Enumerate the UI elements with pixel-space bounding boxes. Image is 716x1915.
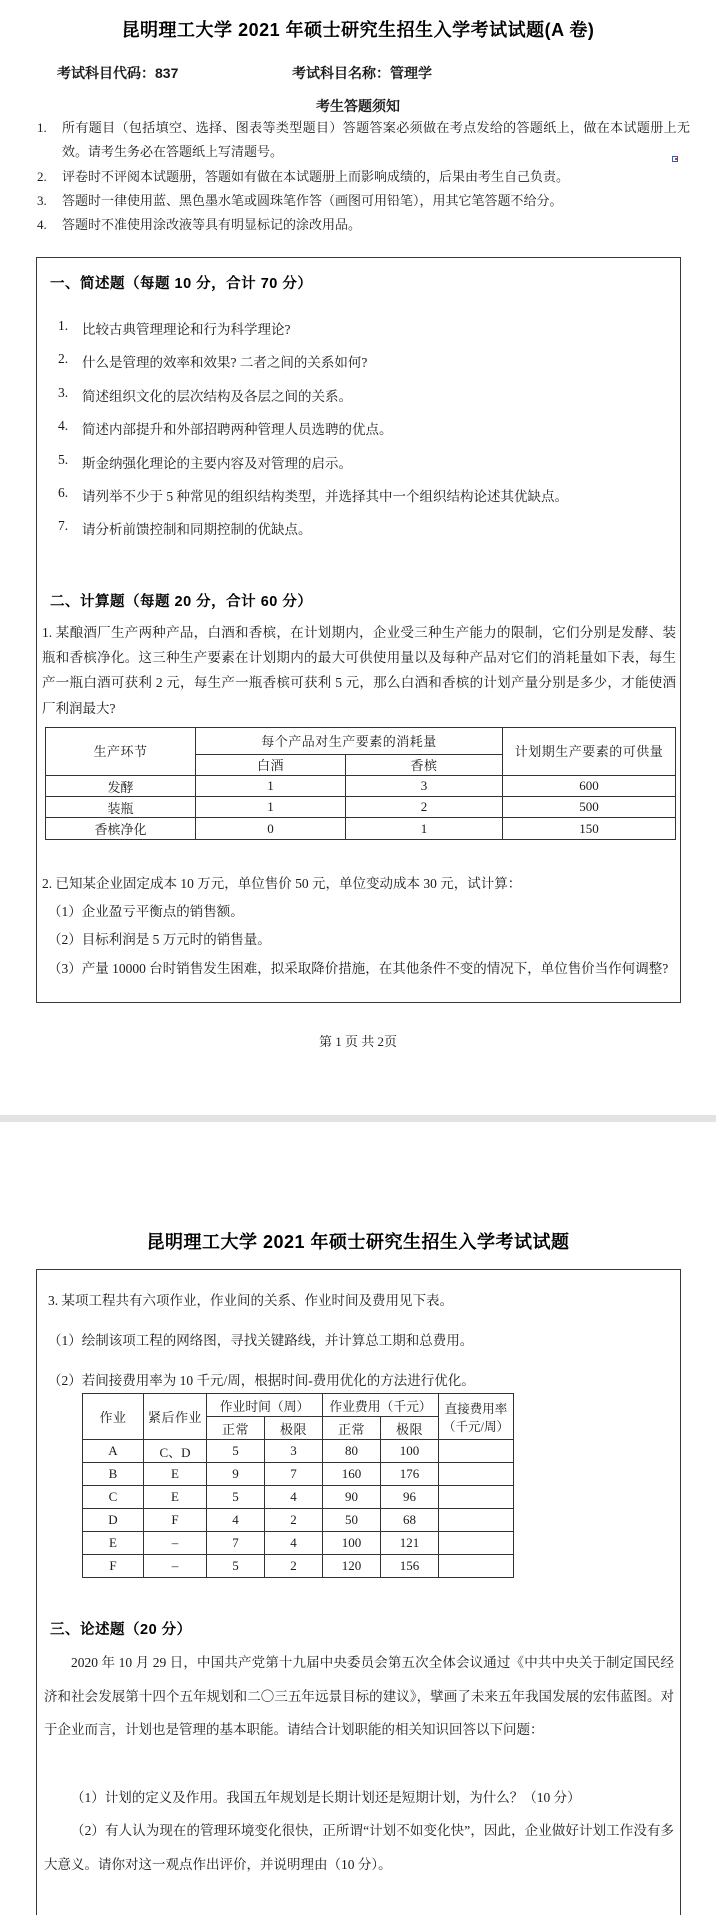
cell-time-limit: 2 xyxy=(265,1509,323,1532)
cell-successor: C、D xyxy=(144,1440,207,1463)
cell-time-normal: 5 xyxy=(207,1440,265,1463)
table2-successor-header: 紧后作业 xyxy=(144,1394,207,1440)
calc-question-2-part3: （3）产量 10000 台时销售发生困难，拟采取降价措施，在其他条件不变的情况下，单位售价当作何调整? xyxy=(48,961,669,976)
stray-artifact-mark xyxy=(672,156,678,162)
page1-exam-title: 昆明理工大学 2021 年硕士研究生招生入学考试试题(A 卷) xyxy=(121,20,595,40)
question-number: 4. xyxy=(58,418,69,433)
essay-question-part1: （1）计划的定义及作用。我国五年规划是长期计划还是短期计划，为什么？（10 分） xyxy=(71,1790,581,1805)
cell-cost-limit: 121 xyxy=(381,1532,439,1555)
essay-question-paragraph: 2020 年 10 月 29 日，中国共产党第十九届中央委员会第五次全体会议通过《中共中央关于制定国民经济和社会发展第十四个五年规划和二〇三五年远景目标的建议》，擘画了未来五年我国发展的宏伟蓝图。对于企业而言，计划也是管理的基本职能。请结合计划职能的相关知识回答以下问题： xyxy=(44,1655,674,1737)
production-consumption-table xyxy=(45,727,676,840)
table2-rate-header-line1: 直接费用率 xyxy=(444,1401,508,1416)
question-text: 斯金纳强化理论的主要内容及对管理的启示。 xyxy=(82,456,352,471)
cell-job: D xyxy=(83,1509,144,1532)
cell-champagne: 2 xyxy=(346,797,503,818)
notice-text: 评卷时不评阅本试题册，答题如有做在本试题册上而影响成绩的，后果由考生自己负责。 xyxy=(62,168,570,184)
cell-time-limit: 3 xyxy=(265,1440,323,1463)
page2-exam-title: 昆明理工大学 2021 年硕士研究生招生入学考试试题 xyxy=(146,1232,570,1252)
cell-cost-normal: 120 xyxy=(323,1555,381,1578)
question-item-6 xyxy=(58,485,668,505)
table1-row xyxy=(46,818,676,840)
section2-heading: 二、计算题（每题 20 分，合计 60 分） xyxy=(50,594,313,610)
cell-job: C xyxy=(83,1486,144,1509)
question-number: 6. xyxy=(58,485,69,500)
cell-time-limit: 4 xyxy=(265,1486,323,1509)
cell-successor: E xyxy=(144,1486,207,1509)
cell-time-normal: 5 xyxy=(207,1555,265,1578)
cell-job: B xyxy=(83,1463,144,1486)
notice-item xyxy=(37,189,690,213)
question-text: 请列举不少于 5 种常见的组织结构类型，并选择其中一个组织结构论述其优缺点。 xyxy=(82,489,568,504)
question-item-4 xyxy=(58,418,658,438)
cell-baijiu: 1 xyxy=(196,776,346,797)
notice-number: 3. xyxy=(37,192,47,208)
essay-question-part2: （2）有人认为现在的管理环境变化很快，正所谓“计划不如变化快”，因此，企业做好计划工作没有多大意义。请你对这一观点作出评价，并说明理由（10 分）。 xyxy=(44,1823,674,1872)
subject-name-label: 考试科目名称：管理学 xyxy=(292,65,432,81)
question-number: 1. xyxy=(58,318,69,333)
question-number: 2. xyxy=(58,351,69,366)
table2-rate-header xyxy=(439,1394,514,1440)
cell-time-normal: 5 xyxy=(207,1486,265,1509)
cell-successor: – xyxy=(144,1532,207,1555)
cell-cost-normal: 50 xyxy=(323,1509,381,1532)
question-item-1 xyxy=(58,318,658,338)
question-item-5 xyxy=(58,452,658,472)
cell-time-limit: 7 xyxy=(265,1463,323,1486)
calc-question-2-part2: （2）目标利润是 5 万元时的销售量。 xyxy=(48,932,271,947)
cell-supply: 150 xyxy=(503,818,676,840)
calc-question-3-part2: （2）若间接费用率为 10 千元/周，根据时间-费用优化的方法进行优化。 xyxy=(48,1373,475,1388)
cell-process: 发酵 xyxy=(46,776,196,797)
notice-item xyxy=(37,213,690,237)
calc-question-3-part1: （1）绘制该项工程的网络图，寻找关键路线，并计算总工期和总费用。 xyxy=(48,1333,474,1348)
cell-rate xyxy=(439,1509,514,1532)
cell-cost-limit: 156 xyxy=(381,1555,439,1578)
cell-cost-normal: 100 xyxy=(323,1532,381,1555)
table2-time-limit-header: 极限 xyxy=(265,1417,323,1440)
calc-question-2-part1: （1）企业盈亏平衡点的销售额。 xyxy=(48,904,244,919)
question-text: 请分析前馈控制和同期控制的优缺点。 xyxy=(82,522,312,537)
cell-cost-limit: 96 xyxy=(381,1486,439,1509)
cell-rate xyxy=(439,1440,514,1463)
calc-question-2-intro: 2. 已知某企业固定成本 10 万元，单位售价 50 元，单位变动成本 30 元，试计算： xyxy=(42,876,522,891)
table2-row xyxy=(83,1463,514,1486)
cell-time-normal: 4 xyxy=(207,1509,265,1532)
question-item-7 xyxy=(58,518,658,538)
cell-time-normal: 7 xyxy=(207,1532,265,1555)
question-text: 什么是管理的效率和效果? 二者之间的关系如何? xyxy=(82,355,368,370)
table2-time-group-header: 作业时间（周） xyxy=(207,1394,323,1417)
notice-text: 答题时一律使用蓝、黑色墨水笔或圆珠笔作答（画图可用铅笔），用其它笔答题不给分。 xyxy=(62,192,563,208)
cell-successor: E xyxy=(144,1463,207,1486)
page1-footer: 第 1 页 共 2页 xyxy=(318,1034,397,1049)
cell-supply: 600 xyxy=(503,776,676,797)
table1-col4-header: 计划期生产要素的可供量 xyxy=(503,728,676,776)
cell-rate xyxy=(439,1532,514,1555)
cell-rate xyxy=(439,1463,514,1486)
table2-row xyxy=(83,1440,514,1463)
question-number: 3. xyxy=(58,385,69,400)
table2-cost-limit-header: 极限 xyxy=(381,1417,439,1440)
page-separator-band xyxy=(0,1115,716,1122)
cell-rate xyxy=(439,1555,514,1578)
cell-process: 香槟净化 xyxy=(46,818,196,840)
cell-champagne: 3 xyxy=(346,776,503,797)
table2-cost-group-header: 作业费用（千元） xyxy=(323,1394,439,1417)
calc-question-1-text: 1. 某酿酒厂生产两种产品，白酒和香槟，在计划期内，企业受三种生产能力的限制，它们分别是发酵、装瓶和香槟净化。这三种生产要素在计划期内的最大可供使用量以及每种产品对它们的消耗量如下表，每生产一瓶白酒可获利 2 元，每生产一瓶香槟可获利 5 元，那么白酒和香槟的计划产量分别是多少，才能使酒厂利润最大? xyxy=(42,625,676,716)
question-item-2 xyxy=(58,351,658,371)
table2-row xyxy=(83,1555,514,1578)
cell-baijiu: 1 xyxy=(196,797,346,818)
table1-row xyxy=(46,797,676,818)
cell-supply: 500 xyxy=(503,797,676,818)
cell-cost-normal: 160 xyxy=(323,1463,381,1486)
question-text: 比较古典管理理论和行为科学理论? xyxy=(82,322,291,337)
table2-rate-header-line2: （千元/周） xyxy=(443,1419,509,1434)
cell-cost-limit: 68 xyxy=(381,1509,439,1532)
table2-row xyxy=(83,1532,514,1555)
question-number: 5. xyxy=(58,452,69,467)
page-2 xyxy=(0,1122,716,1909)
cell-cost-limit: 176 xyxy=(381,1463,439,1486)
table1-subheader-champagne: 香槟 xyxy=(346,755,503,776)
cell-time-limit: 2 xyxy=(265,1555,323,1578)
table2-time-normal-header: 正常 xyxy=(207,1417,265,1440)
notice-item xyxy=(37,165,690,189)
table2-job-header: 作业 xyxy=(83,1394,144,1440)
cell-successor: F xyxy=(144,1509,207,1532)
cell-time-limit: 4 xyxy=(265,1532,323,1555)
project-activity-table xyxy=(82,1393,514,1578)
notice-title: 考生答题须知 xyxy=(316,98,400,114)
section1-heading: 一、简述题（每题 10 分，合计 70 分） xyxy=(50,276,313,292)
cell-successor: – xyxy=(144,1555,207,1578)
notice-item xyxy=(37,116,690,165)
cell-job: A xyxy=(83,1440,144,1463)
notice-list xyxy=(37,116,690,237)
cell-job: E xyxy=(83,1532,144,1555)
table2-row xyxy=(83,1486,514,1509)
cell-rate xyxy=(439,1486,514,1509)
table1-group-header: 每个产品对生产要素的消耗量 xyxy=(196,728,503,755)
table2-row xyxy=(83,1509,514,1532)
notice-number: 2. xyxy=(37,168,47,184)
notice-number: 4. xyxy=(37,217,47,233)
table1-row xyxy=(46,776,676,797)
cell-champagne: 1 xyxy=(346,818,503,840)
cell-cost-limit: 100 xyxy=(381,1440,439,1463)
cell-baijiu: 0 xyxy=(196,818,346,840)
cell-time-normal: 9 xyxy=(207,1463,265,1486)
table1-col1-header: 生产环节 xyxy=(46,728,196,776)
question-number: 7. xyxy=(58,518,69,533)
notice-number: 1. xyxy=(37,120,47,135)
calc-question-3-text: 3. 某项工程共有六项作业，作业间的关系、作业时间及费用见下表。 xyxy=(48,1293,453,1308)
question-item-3 xyxy=(58,385,658,405)
question-text: 简述组织文化的层次结构及各层之间的关系。 xyxy=(82,389,352,404)
table2-cost-normal-header: 正常 xyxy=(323,1417,381,1440)
cell-cost-normal: 90 xyxy=(323,1486,381,1509)
question-text: 简述内部提升和外部招聘两种管理人员选聘的优点。 xyxy=(82,422,393,437)
cell-process: 装瓶 xyxy=(46,797,196,818)
subject-code-label: 考试科目代码：837 xyxy=(57,65,179,81)
table1-subheader-baijiu: 白酒 xyxy=(196,755,346,776)
notice-text: 所有题目（包括填空、选择、图表等类型题目）答题答案必须做在考点发给的答题纸上，做在本试题册上无效。请考生务必在答题纸上写清题号。 xyxy=(62,120,690,160)
cell-job: F xyxy=(83,1555,144,1578)
cell-cost-normal: 80 xyxy=(323,1440,381,1463)
notice-text: 答题时不准使用涂改液等具有明显标记的涂改用品。 xyxy=(62,217,362,233)
section3-heading: 三、论述题（20 分） xyxy=(50,1622,192,1638)
